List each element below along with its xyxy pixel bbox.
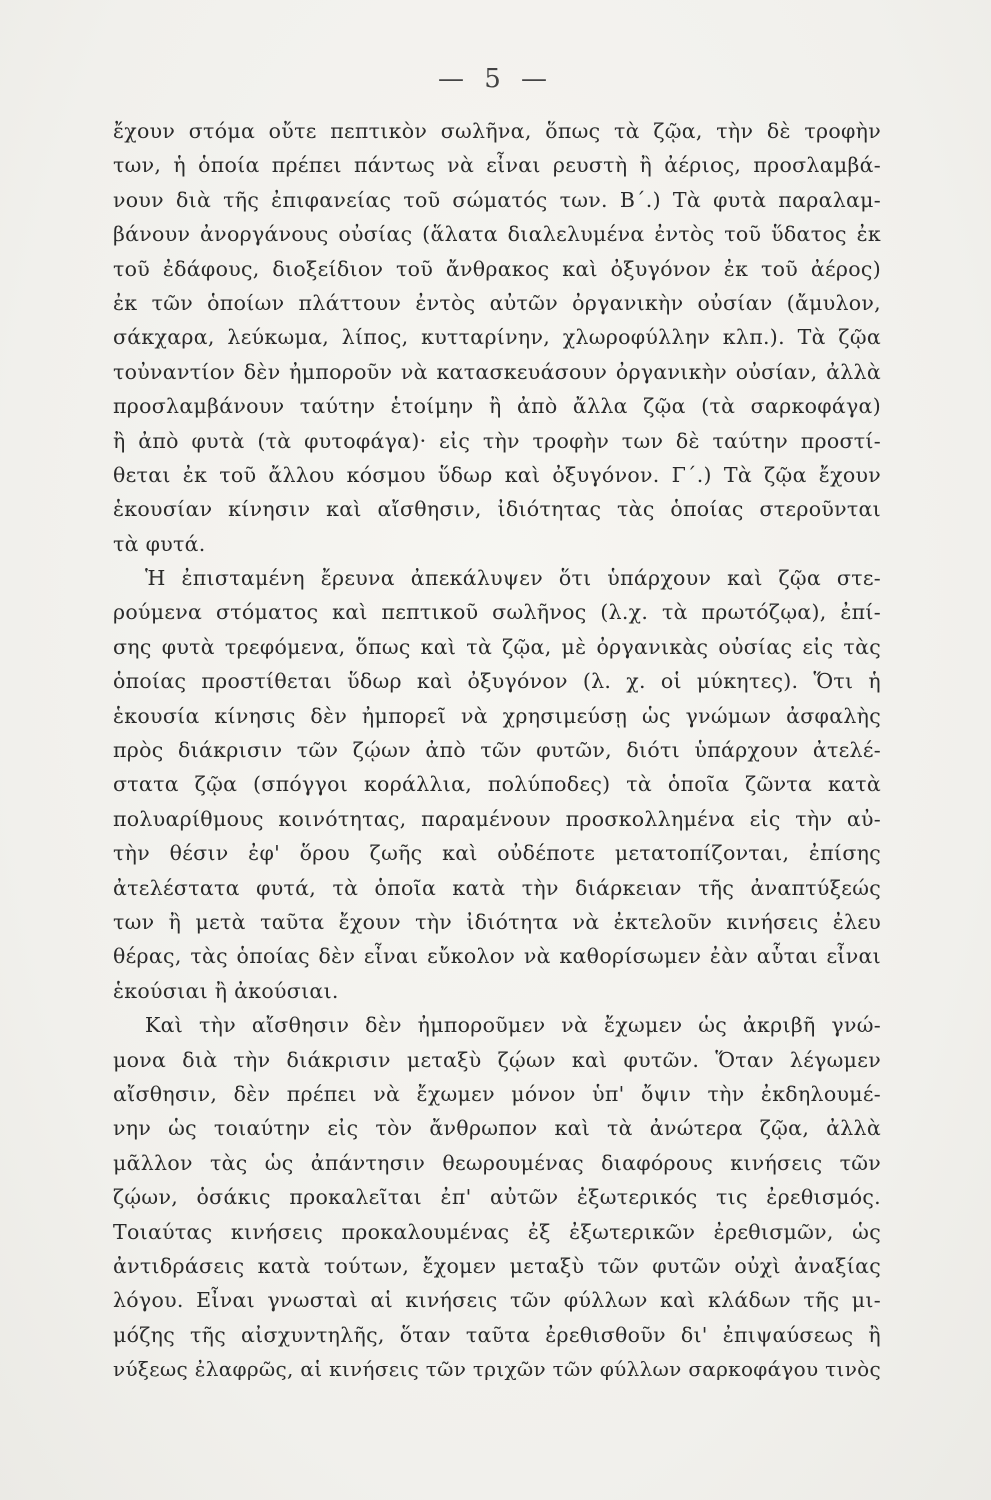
text-line: αἴσθησιν, δὲν πρέπει νὰ ἔχωμεν μόνον ὑπ' ὄψιν τὴν ἐκδηλουμέ- [113, 1081, 881, 1106]
text-line: ἐκ τῶν ὁποίων πλάττουν ἐντὸς αὐτῶν ὀργανικὴν οὐσίαν (ἄμυλον, [113, 290, 881, 315]
text-line: λόγου. Εἶναι γνωσταὶ αἱ κινήσεις τῶν φύλλων καὶ κλάδων τῆς μι- [113, 1288, 881, 1313]
text-line: ρούμενα στόματος καὶ πεπτικοῦ σωλῆνος (λ.χ. τὰ πρωτόζῳα), ἐπί- [113, 600, 881, 625]
text-line: νουν διὰ τῆς ἐπιφανείας τοῦ σώματός των. Β΄.) Τὰ φυτὰ παραλαμ- [113, 187, 881, 212]
text-line: Ἡ ἐπισταμένη ἔρευνα ἀπεκάλυψεν ὅτι ὑπάρχουν καὶ ζῷα στε- [145, 566, 881, 591]
text-line: θεται ἐκ τοῦ ἄλλου κόσμου ὕδωρ καὶ ὀξυγόνον. Γ΄.) Τὰ ζῷα ἔχουν [113, 462, 881, 487]
text-line: σάκχαρα, λεύκωμα, λίπος, κυτταρίνην, χλωροφύλλην κλπ.). Τὰ ζῷα [113, 325, 881, 350]
text-line: Τοιαύτας κινήσεις προκαλουμένας ἐξ ἐξωτερικῶν ἐρεθισμῶν, ὡς [113, 1219, 881, 1244]
text-line: μονα διὰ τὴν διάκρισιν μεταξὺ ζῴων καὶ φυτῶν. Ὅταν λέγωμεν [113, 1047, 881, 1072]
text-line: τοῦ ἐδάφους, διοξείδιον τοῦ ἄνθρακος καὶ ὀξυγόνον ἐκ τοῦ ἀέρος) [113, 256, 881, 281]
text-line: βάνουν ἀνοργάνους οὐσίας (ἅλατα διαλελυμένα ἐντὸς τοῦ ὕδατος ἐκ [113, 222, 881, 247]
text-line: ἑκουσίαν κίνησιν καὶ αἴσθησιν, ἰδιότητας τὰς ὁποίας στεροῦνται [113, 497, 881, 522]
text-line: στατα ζῷα (σπόγγοι κοράλλια, πολύποδες) τὰ ὁποῖα ζῶντα κατὰ [113, 772, 881, 797]
text-line: τοὐναντίον δὲν ἠμποροῦν νὰ κατασκευάσουν ὀργανικὴν οὐσίαν, ἀλλὰ [113, 359, 881, 384]
text-line: πρὸς διάκρισιν τῶν ζῴων ἀπὸ τῶν φυτῶν, διότι ὑπάρχουν ἀτελέ- [113, 738, 881, 763]
text-line: ἀτελέστατα φυτά, τὰ ὁποῖα κατὰ τὴν διάρκειαν τῆς ἀναπτύξεώς [113, 875, 881, 900]
body-text [113, 114, 881, 1386]
text-line: των ἢ μετὰ ταῦτα ἔχουν τὴν ἰδιότητα νὰ ἐκτελοῦν κινήσεις ἐλευ [113, 909, 881, 934]
text-line: νύξεως ἐλαφρῶς, αἱ κινήσεις τῶν τριχῶν τῶν φύλλων σαρκοφάγου τινὸς [113, 1357, 881, 1382]
text-line: τὰ φυτά. [113, 531, 206, 556]
text-line: νην ὡς τοιαύτην εἰς τὸν ἄνθρωπον καὶ τὰ ἀνώτερα ζῷα, ἀλλὰ [113, 1116, 881, 1141]
text-line: σης φυτὰ τρεφόμενα, ὅπως καὶ τὰ ζῷα, μὲ ὀργανικὰς οὐσίας εἰς τὰς [113, 634, 881, 659]
text-line: ἢ ἀπὸ φυτὰ (τὰ φυτοφάγα)· εἰς τὴν τροφὴν των δὲ ταύτην προστί- [113, 428, 881, 453]
text-line: πολυαρίθμους κοινότητας, παραμένουν προσκολλημένα εἰς τὴν αὐ- [113, 806, 881, 831]
text-line: ὁποίας προστίθεται ὕδωρ καὶ ὀξυγόνον (λ. χ. οἱ μύκητες). Ὅτι ἡ [113, 669, 881, 694]
text-line: ζῴων, ὁσάκις προκαλεῖται ἐπ' αὐτῶν ἐξωτερικός τις ἐρεθισμός. [113, 1185, 881, 1210]
text-line: Καὶ τὴν αἴσθησιν δὲν ἠμποροῦμεν νὰ ἔχωμεν ὡς ἀκριβῆ γνώ- [145, 1013, 881, 1038]
text-line: θέρας, τὰς ὁποίας δὲν εἶναι εὔκολον νὰ καθορίσωμεν ἐὰν αὗται εἶναι [113, 944, 881, 969]
text-line: ἑκουσία κίνησις δὲν ἠμπορεῖ νὰ χρησιμεύσῃ ὡς γνώμων ἀσφαλὴς [113, 703, 881, 728]
text-line: ἑκούσιαι ἢ ἀκούσιαι. [113, 978, 339, 1003]
page-number: — 5 — [437, 64, 554, 94]
text-line: ἀντιδράσεις κατὰ τούτων, ἔχομεν μεταξὺ τῶν φυτῶν οὐχὶ ἀναξίας [113, 1253, 881, 1278]
text-line: ἔχουν στόμα οὔτε πεπτικὸν σωλῆνα, ὅπως τὰ ζῷα, τὴν δὲ τροφὴν [113, 119, 881, 143]
text-line: μᾶλλον τὰς ὡς ἀπάντησιν θεωρουμένας διαφόρους κινήσεις τῶν [113, 1150, 881, 1175]
text-line: προσλαμβάνουν ταύτην ἑτοίμην ἢ ἀπὸ ἄλλα ζῷα (τὰ σαρκοφάγα) [113, 394, 881, 419]
text-line: των, ἡ ὁποία πρέπει πάντως νὰ εἶναι ρευστὴ ἢ ἀέριος, προσλαμβά- [113, 153, 881, 178]
text-line: τὴν θέσιν ἐφ' ὅρου ζωῆς καὶ οὐδέποτε μετατοπίζονται, ἐπίσης [113, 841, 881, 866]
text-line: μόζης τῆς αἰσχυντηλῆς, ὅταν ταῦτα ἐρεθισθοῦν δι' ἐπιψαύσεως ἢ [113, 1322, 881, 1347]
